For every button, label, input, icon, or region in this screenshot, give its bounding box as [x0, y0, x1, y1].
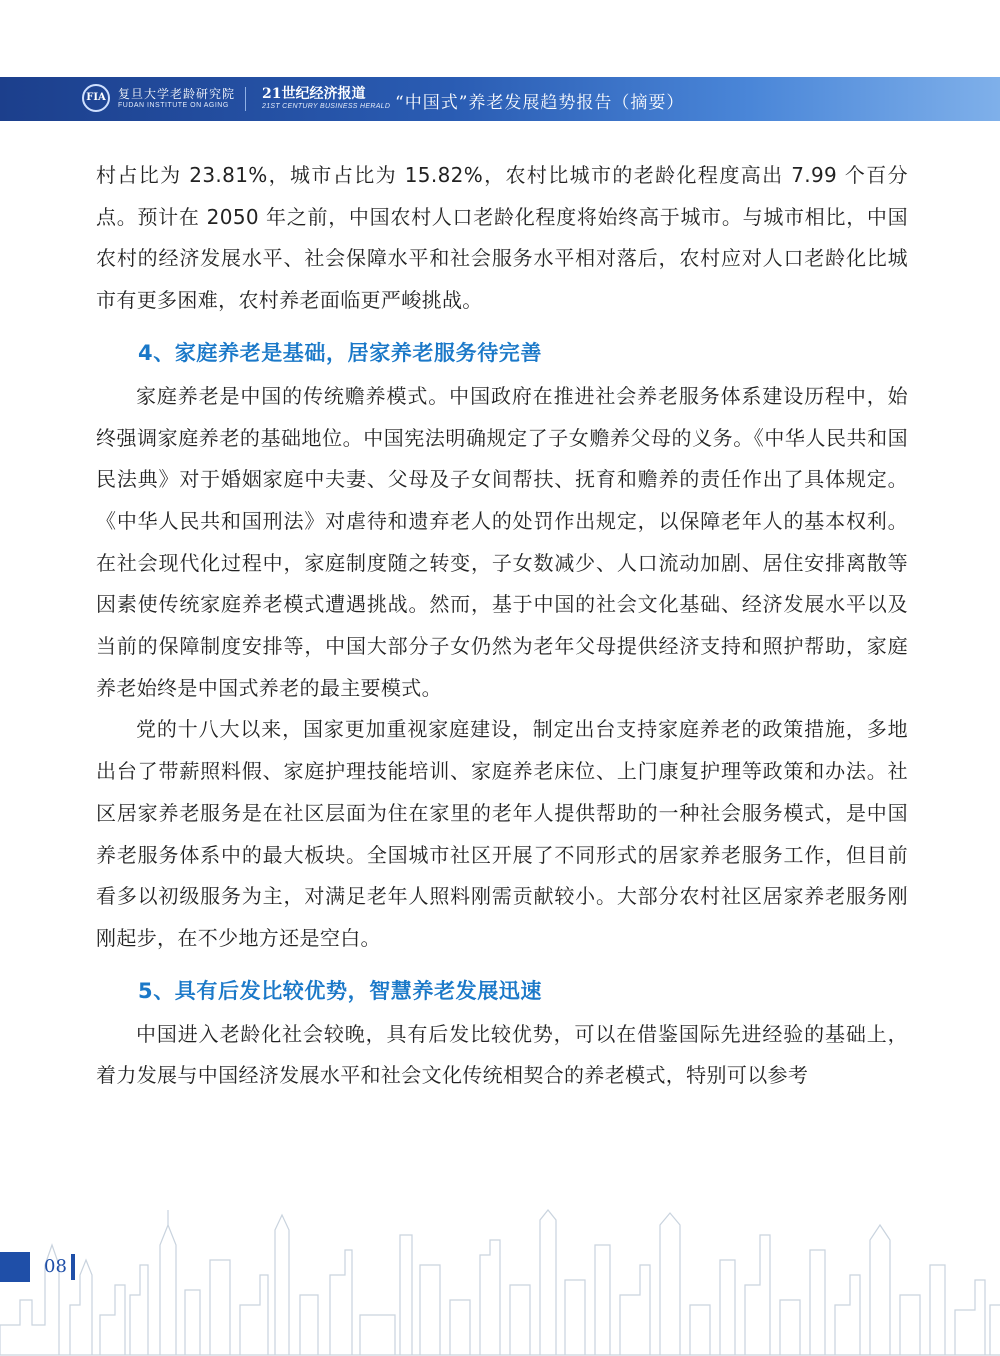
header-banner — [0, 77, 1000, 121]
paragraph-family-care: 家庭养老是中国的传统赡养模式。中国政府在推进社会养老服务体系建设历程中，始终强调家庭养老的基础地位。中国宪法明确规定了子女赡养父母的义务。《中华人民共和国民法典》对于婚姻家庭中夫妻、父母及子女间帮扶、抚育和赡养的责任作出了具体规定。《中华人民共和国刑法》对虐待和遗弃老人的处罚作出规定，以保障老年人的基本权利。在社会现代化过程中，家庭制度随之转变，子女数减少、人口流动加剧、居住安排离散等因素使传统家庭养老模式遭遇挑战。然而，基于中国的社会文化基础、经济发展水平以及当前的保障制度安排等，中国大部分子女仍然为老年父母提供经济支持和照护帮助，家庭养老始终是中国式养老的最主要模式。 — [96, 383, 908, 700]
city-skyline-illustration — [0, 1205, 1000, 1356]
page-content — [96, 155, 908, 1097]
institute-name: 复旦大学老龄研究院 — [118, 87, 236, 101]
paragraph-home-care-policy: 党的十八大以来，国家更加重视家庭建设，制定出台支持家庭养老的政策措施，多地出台了带薪照料假、家庭护理技能培训、家庭养老床位、上门康复护理等政策和办法。社区居家养老服务是在社区层面为住在家里的老年人提供帮助的一种社会服务模式，是中国养老服务体系中的最大板块。全国城市社区开展了不同形式的居家养老服务工作，但目前看多以初级服务为主，对满足老年人照料刚需贡献较小。大部分农村社区居家养老服务刚刚起步，在不少地方还是空白。 — [96, 717, 908, 950]
page-number: 08 — [44, 1256, 67, 1277]
paragraph-rural-aging: 村占比为 23.81%，城市占比为 15.82%，农村比城市的老龄化程度高出 7.99 个百分点。预计在 2050 年之前，中国农村人口老龄化程度将始终高于城市。与城市相比，中国农村的经济发展水平、社会保障水平和社会服务水平相对落后，农村应对人口老龄化比城市有更多困难，农村养老面临更严峻挑战。 — [96, 163, 908, 313]
newspaper-name-en: 21ST CENTURY BUSINESS HERALD — [262, 103, 391, 110]
institute-logo: FIA — [82, 84, 110, 112]
header-divider — [245, 87, 246, 111]
paragraph-smart-care: 中国进入老龄化社会较晚，具有后发比较优势，可以在借鉴国际先进经验的基础上，着力发展与中国经济发展水平和社会文化传统相契合的养老模式，特别可以参考 — [96, 1021, 908, 1088]
section-heading-4: 4、家庭养老是基础，居家养老服务待完善 — [138, 340, 543, 365]
section-heading-5: 5、具有后发比较优势，智慧养老发展迅速 — [138, 978, 543, 1003]
page-number-marker — [0, 1252, 30, 1282]
institute-name-en: FUDAN INSTITUTE ON AGING — [118, 102, 229, 109]
page-number-bar — [71, 1254, 75, 1280]
newspaper-name: 21世纪经济报道 — [262, 86, 366, 102]
report-title: “中国式”养老发展趋势报告（摘要） — [395, 93, 685, 113]
